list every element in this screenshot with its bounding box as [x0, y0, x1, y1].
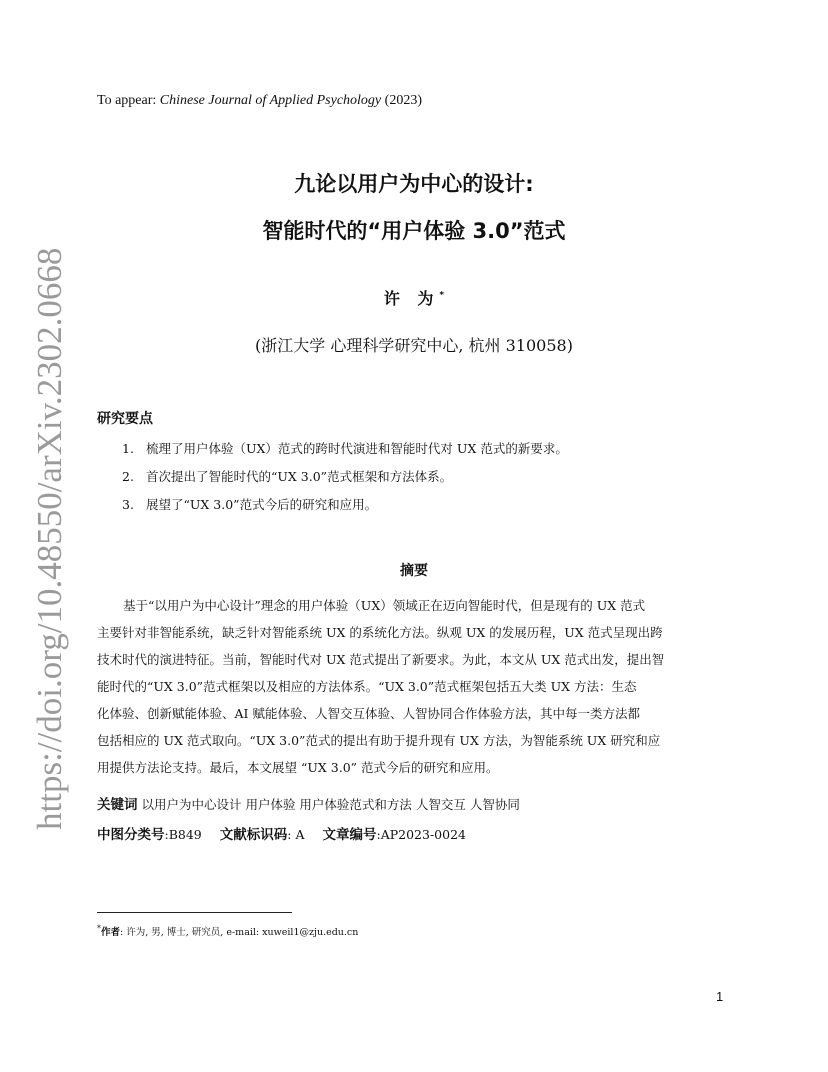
- publication-note: [97, 93, 422, 109]
- classification-line: [97, 823, 466, 843]
- abstract-line: 能时代的“UX 3.0”范式框架以及相应的方法体系。“UX 3.0”范式框架包括五大类 UX 方法：生态: [97, 679, 637, 694]
- author-name-text: 许 为: [383, 289, 440, 308]
- journal-name: Chinese Journal of Applied Psychology: [159, 93, 382, 108]
- abstract-line: 用提供方法论支持。最后，本文展望 “UX 3.0” 范式今后的研究和应用。: [97, 760, 499, 775]
- keywords: [97, 793, 520, 813]
- author-footnote-mark: *: [439, 290, 445, 301]
- highlight-number: 2.: [122, 469, 134, 484]
- doc-code-label: 文献标识码: [219, 827, 288, 843]
- article-number-value: :AP2023-0024: [376, 827, 466, 842]
- publication-prefix: To appear:: [97, 93, 160, 108]
- article-number-label: 文章编号: [322, 827, 377, 843]
- publication-year: (2023): [381, 93, 422, 108]
- clc-value: :B849: [164, 827, 202, 842]
- abstract-line: 主要针对非智能系统，缺乏针对智能系统 UX 的系统化方法。纵观 UX 的发展历程，UX 范式呈现出跨: [97, 625, 663, 640]
- page-number: 1: [716, 989, 724, 1004]
- abstract-heading: 摘要: [400, 563, 428, 579]
- keywords-text: 以用户为中心设计 用户体验 用户体验范式和方法 人智交互 人智协同: [137, 797, 520, 812]
- affiliation: (浙江大学 心理科学研究中心, 杭州 310058): [255, 336, 573, 355]
- highlight-item: [122, 439, 568, 457]
- abstract-line: 基于“以用户为中心设计”理念的用户体验（UX）领域正在迈向智能时代，但是现有的 UX 范式: [123, 598, 646, 613]
- doc-code-value: : A: [287, 827, 305, 842]
- author-name: [0, 286, 828, 309]
- abstract-line: 技术时代的演进特征。当前，智能时代对 UX 范式提出了新要求。为此，本文从 UX 范式出发，提出智: [97, 652, 665, 667]
- title-line-2: 智能时代的“用户体验 3.0”范式: [262, 219, 566, 243]
- footnote-rule: [97, 912, 292, 913]
- footnote-text: : 许为, 男, 博士, 研究员, e-mail: xuweil1@zju.edu.cn: [119, 927, 359, 939]
- highlight-text: 首次提出了智能时代的“UX 3.0”范式框架和方法体系。: [146, 469, 453, 484]
- title-line-1: 九论以用户为中心的设计:: [294, 172, 534, 196]
- keywords-label: 关键词: [97, 797, 138, 813]
- clc-label: 中图分类号: [97, 827, 165, 843]
- footnote-mark: *: [97, 924, 101, 933]
- highlight-number: 1.: [122, 441, 134, 456]
- highlight-item: [122, 467, 452, 485]
- arxiv-identifier[interactable]: https://doi.org/10.48550/arXiv.2302.0668: [30, 247, 69, 830]
- highlight-number: 3.: [122, 497, 134, 512]
- highlights-heading: 研究要点: [97, 411, 153, 427]
- author-footnote: [97, 924, 358, 938]
- highlight-item: [122, 495, 377, 513]
- highlight-text: 梳理了用户体验（UX）范式的跨时代演进和智能时代对 UX 范式的新要求。: [146, 441, 568, 456]
- abstract-line: 包括相应的 UX 范式取向。“UX 3.0”范式的提出有助于提升现有 UX 方法，为智能系统 UX 研究和应: [97, 733, 661, 748]
- highlight-text: 展望了“UX 3.0”范式今后的研究和应用。: [146, 497, 378, 512]
- abstract-line: 化体验、创新赋能体验、AI 赋能体验、人智交互体验、人智协同合作体验方法，其中每一类方法都: [97, 706, 640, 721]
- footnote-label: 作者: [100, 927, 120, 939]
